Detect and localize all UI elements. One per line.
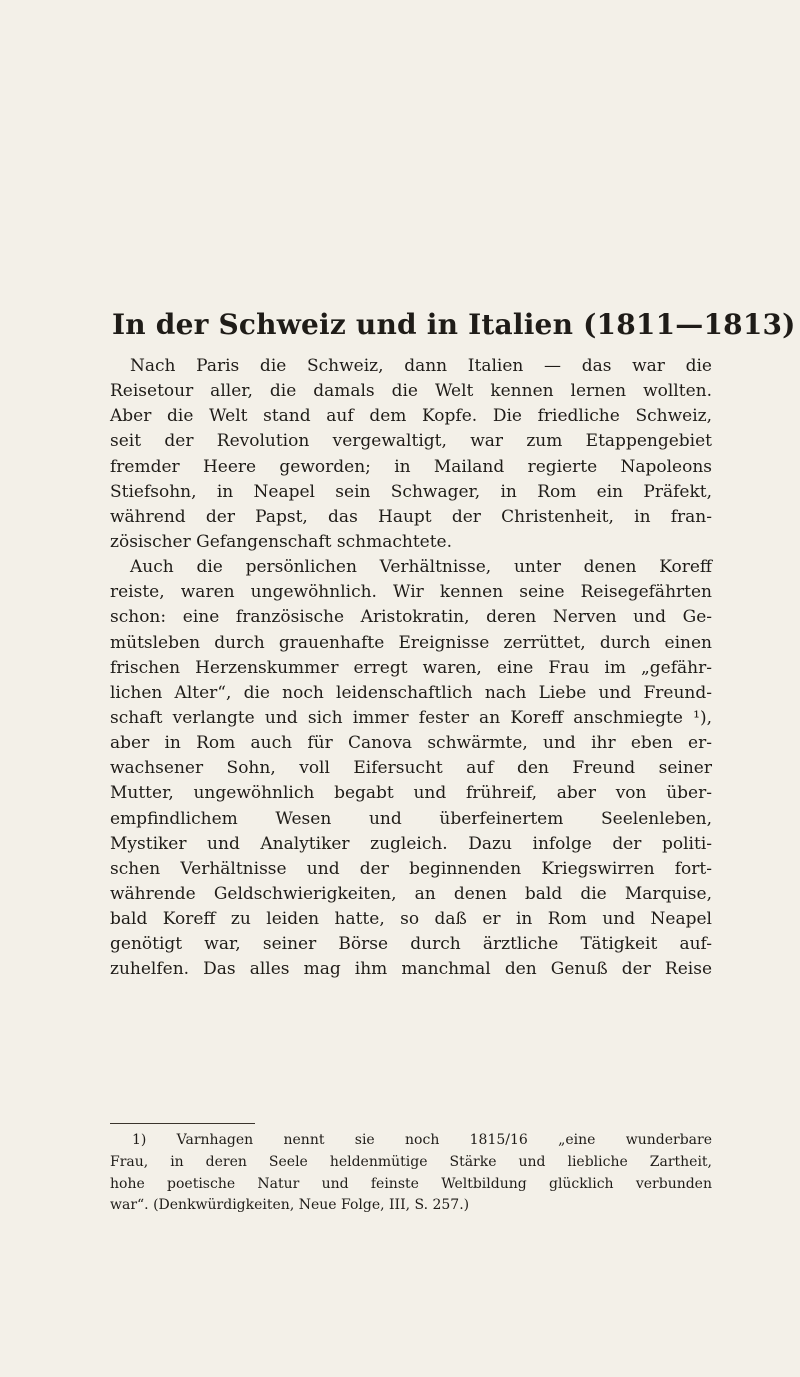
text-line: wachsener Sohn, voll Eifersucht auf den Freund seiner [110, 758, 712, 779]
text-line: Stiefsohn, in Neapel sein Schwager, in Rom ein Präfekt, [110, 481, 712, 502]
text-line: zuhelfen. Das alles mag ihm manchmal den Genuß der Reise [110, 959, 712, 980]
footnote-line: war“. (Denkwürdigkeiten, Neue Folge, III, S. 257.) [110, 1197, 470, 1214]
text-line: mütsleben durch grauenhafte Ereignisse zerrüttet, durch einen [110, 632, 712, 653]
text-line: seit der Revolution vergewaltigt, war zum Etappengebiet [110, 431, 712, 452]
chapter-heading: In der Schweiz und in Italien (1811—1813) [112, 308, 796, 341]
footnote-divider [110, 1123, 255, 1124]
text-line: lichen Alter“, die noch leidenschaftlich nach Liebe und Freund- [110, 682, 712, 703]
text-line: währende Geldschwierigkeiten, an denen bald die Marquise, [110, 883, 712, 904]
text-line: schen Verhältnisse und der beginnenden Kriegswirren fort- [110, 858, 712, 879]
text-line: Mutter, ungewöhnlich begabt und frühreif, aber von über- [110, 783, 712, 804]
text-line: Mystiker und Analytiker zugleich. Dazu infolge der politi- [110, 833, 712, 854]
text-line: schaft verlangte und sich immer fester an Koreff anschmiegte ¹), [110, 707, 712, 728]
text-line: genötigt war, seiner Börse durch ärztliche Tätigkeit auf- [110, 934, 712, 955]
footnote-line: Frau, in deren Seele heldenmütige Stärke und liebliche Zartheit, [110, 1153, 712, 1170]
text-line: während der Papst, das Haupt der Christenheit, in fran- [110, 506, 712, 527]
text-line: zösischer Gefangenschaft schmachtete. [110, 531, 453, 552]
text-line: Nach Paris die Schweiz, dann Italien — das war die [130, 356, 712, 376]
text-line: Auch die persönlichen Verhältnisse, unter denen Koreff [130, 557, 712, 578]
footnote-line: 1) Varnhagen nennt sie noch 1815/16 „eine wunderbare [132, 1132, 712, 1148]
text-line: reiste, waren ungewöhnlich. Wir kennen seine Reisegefährten [110, 582, 712, 603]
text-line: fremder Heere geworden; in Mailand regierte Napoleons [110, 456, 712, 477]
footnote-line: hohe poetische Natur und feinste Weltbildung glücklich verbunden [110, 1175, 712, 1192]
text-line: Aber die Welt stand auf dem Kopfe. Die friedliche Schweiz, [110, 406, 712, 427]
footnote [110, 1130, 712, 1217]
body-text [110, 354, 712, 983]
text-line: empfindlichem Wesen und überfeinertem Seelenleben, [110, 808, 712, 829]
text-line: aber in Rom auch für Canova schwärmte, und ihr eben er- [110, 733, 712, 754]
text-line: bald Koreff zu leiden hatte, so daß er in Rom und Neapel [110, 909, 712, 930]
text-line: frischen Herzenskummer erregt waren, eine Frau im „gefähr- [110, 657, 712, 678]
text-line: schon: eine französische Aristokratin, deren Nerven und Ge- [110, 607, 712, 628]
text-line: Reisetour aller, die damals die Welt kennen lernen wollten. [110, 381, 712, 402]
